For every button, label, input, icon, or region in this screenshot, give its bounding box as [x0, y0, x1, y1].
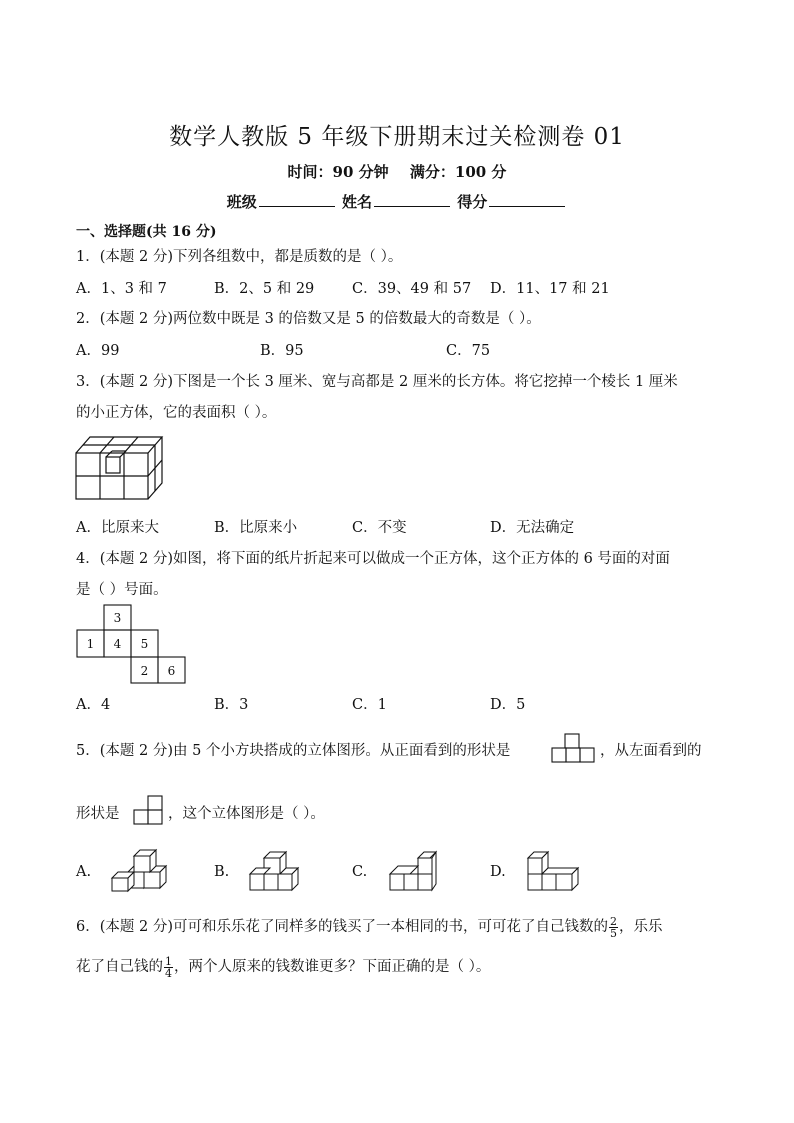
question-3-stem-line2: 的小正方体，它的表面积（ ）。 — [76, 405, 277, 421]
fraction-one-quarter — [164, 956, 173, 979]
question-1-stem: 1．(本题 2 分)下列各组数中，都是质数的是（ ）。 — [76, 249, 403, 265]
question-6-stem-part4: ，两个人原来的钱数谁更多？下面正确的是（ ）。 — [174, 959, 491, 975]
fraction-denominator: 4 — [165, 966, 172, 980]
q5-option-c-figure[interactable] — [388, 852, 440, 892]
q2-option-a[interactable]: A．99 — [76, 343, 120, 359]
score-label: 得分 — [457, 193, 488, 211]
question-6-line2 — [76, 955, 490, 979]
q5-option-d-figure[interactable] — [526, 852, 580, 892]
net-face-5: 5 — [140, 637, 149, 651]
cube-net-figure — [76, 604, 188, 684]
q5-option-a-figure[interactable] — [108, 852, 168, 892]
q2-option-c[interactable]: C．75 — [446, 343, 491, 359]
exam-meta — [0, 161, 794, 182]
exam-total-score: 满分：100 分 — [409, 163, 507, 181]
question-6-line1 — [76, 915, 662, 939]
question-5-stem-part4: ，这个立体图形是（ ）。 — [168, 806, 325, 822]
fraction-two-fifths — [609, 916, 618, 939]
class-label: 班级 — [226, 193, 257, 211]
fraction-numerator: 1 — [165, 954, 172, 968]
section-title: 一、选择题(共 16 分) — [76, 224, 217, 240]
question-4-stem-line2: 是（ ）号面。 — [76, 582, 168, 598]
left-view-shape — [133, 795, 163, 825]
q3-option-b[interactable]: B．比原来小 — [214, 520, 298, 536]
student-info-line — [0, 191, 794, 212]
q3-option-c[interactable]: C．不变 — [352, 520, 407, 536]
fraction-denominator: 5 — [609, 926, 617, 940]
q4-option-a[interactable]: A．4 — [76, 697, 111, 713]
question-6-stem-part2: ，乐乐 — [618, 919, 663, 935]
q3-option-d[interactable]: D．无法确定 — [490, 520, 575, 536]
q5-option-c-label[interactable]: C. — [352, 864, 368, 880]
q1-option-b[interactable]: B．2、5 和 29 — [214, 281, 315, 297]
name-blank[interactable] — [374, 192, 450, 207]
page-title: 数学人教版 5 年级下册期末过关检测卷 01 — [169, 124, 625, 150]
q1-option-c[interactable]: C．39、49 和 57 — [352, 281, 472, 297]
question-2-stem: 2．(本题 2 分)两位数中既是 3 的倍数又是 5 的倍数最大的奇数是（ ）。 — [76, 311, 541, 327]
net-face-2: 2 — [140, 664, 149, 678]
fraction-numerator: 2 — [609, 914, 617, 928]
score-blank[interactable] — [489, 192, 565, 207]
question-4-stem-line1: 4．(本题 2 分)如图，将下面的纸片折起来可以做成一个正方体，这个正方体的 6 号面的对面 — [76, 551, 670, 567]
name-label: 姓名 — [341, 193, 372, 211]
q4-option-b[interactable]: B．3 — [214, 697, 249, 713]
q5-option-a-label[interactable]: A. — [76, 864, 92, 880]
question-5-stem-part3: 形状是 — [76, 806, 120, 822]
question-5-stem-part2: ，从左面看到的 — [600, 743, 702, 759]
net-face-6: 6 — [167, 664, 176, 678]
front-view-shape — [551, 733, 595, 763]
question-3-stem-line1: 3．(本题 2 分)下图是一个长 3 厘米、宽与高都是 2 厘米的长方体。将它挖掉一个棱长 1 厘米 — [76, 374, 678, 390]
q4-option-c[interactable]: C．1 — [352, 697, 387, 713]
q5-option-b-figure[interactable] — [248, 852, 300, 892]
q5-option-b-label[interactable]: B. — [214, 864, 230, 880]
q5-option-d-label[interactable]: D. — [490, 864, 506, 880]
question-6-stem-part1: 6．(本题 2 分)可可和乐乐花了同样多的钱买了一本相同的书，可可花了自己钱数的 — [76, 919, 608, 935]
q1-option-a[interactable]: A．1、3 和 7 — [76, 281, 167, 297]
net-face-1: 1 — [86, 637, 95, 651]
question-6-stem-part3: 花了自己钱的 — [76, 959, 163, 975]
question-5-stem-part1: 5．(本题 2 分)由 5 个小方块搭成的立体图形。从正面看到的形状是 — [76, 743, 511, 759]
net-face-4: 4 — [113, 637, 122, 651]
class-blank[interactable] — [259, 192, 335, 207]
net-face-3: 3 — [113, 611, 122, 625]
q1-option-d[interactable]: D．11、17 和 21 — [490, 281, 610, 297]
q4-option-d[interactable]: D．5 — [490, 697, 526, 713]
q3-option-a[interactable]: A．比原来大 — [76, 520, 159, 536]
exam-time: 时间：90 分钟 — [287, 163, 389, 181]
q2-option-b[interactable]: B．95 — [260, 343, 304, 359]
cuboid-with-cube-removed-figure — [76, 433, 168, 501]
